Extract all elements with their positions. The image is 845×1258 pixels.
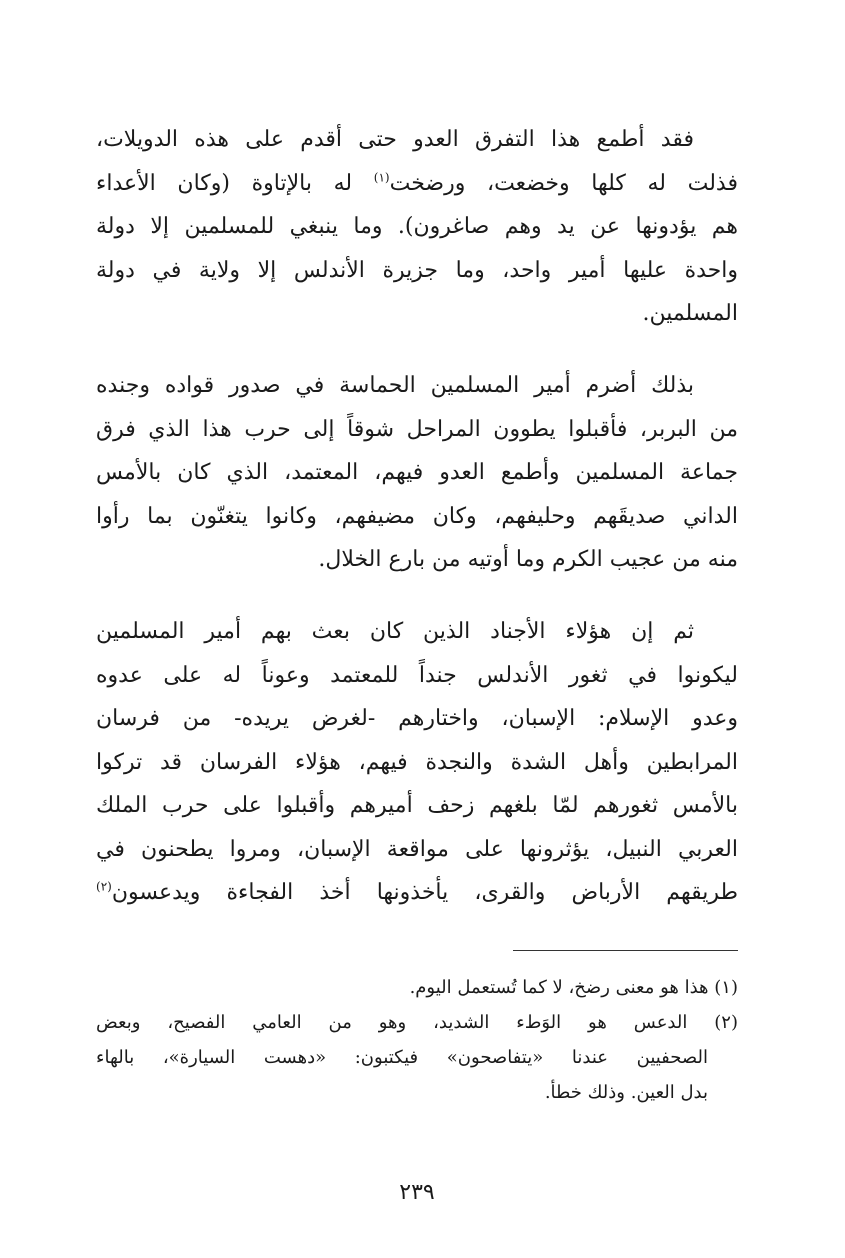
footnote-line: الصحفيين عندنا «يتفاصحون» فيكتبون: «دهست السيارة»، بالهاء (96, 1047, 708, 1068)
footnote-1 (96, 970, 738, 1005)
footnote-line: (٢) الدعس هو الوَطء الشديد، وهو من العامي الفصيح، وبعض (96, 1012, 738, 1033)
paragraph-line: هم يؤدونها عن يد وهم صاغرون). وما ينبغي للمسلمين إلا دولة (96, 214, 738, 239)
paragraph-line: المسلمين. (642, 301, 738, 326)
footnote-line: (١) هذا هو معنى رضخ، لا كما تُستعمل اليوم. (409, 977, 738, 998)
paragraph-line: ليكونوا في ثغور الأندلس جنداً للمعتمد وعوناً له على عدوه (96, 662, 738, 688)
footnote-ref-2[interactable]: (٢) (96, 879, 112, 894)
body-paragraph-3 (96, 610, 738, 915)
paragraph-line: المرابطين وأهل الشدة والنجدة فيهم، هؤلاء الفرسان قد تركوا (96, 749, 738, 775)
footnotes (96, 970, 738, 1110)
paragraph-line: منه من عجيب الكرم وما أوتيه من بارع الخلال. (318, 547, 738, 572)
footnote-line: بدل العين. وذلك خطأ. (544, 1082, 708, 1103)
footnote-ref-1[interactable]: (١) (373, 170, 390, 185)
book-page (96, 110, 738, 1240)
paragraph-line: العربي النبيل، يؤثرونها على مواقعة الإسبان، ومروا يطحنون في (96, 836, 738, 862)
paragraph-line: بالأمس ثغورهم لمّا بلغهم زحف أميرهم وأقبلوا على حرب الملك (96, 793, 738, 818)
paragraph-line: الداني صديقَهم وحليفهم، وكان مضيفهم، وكانوا يتغنّون بما رأوا (96, 503, 738, 529)
paragraph-line: بذلك أضرم أمير المسلمين الحماسة في صدور قواده وجنده (96, 373, 694, 398)
line-text: له بالإتاوة (وكان الأعداء (96, 170, 374, 196)
footnote-2 (96, 1005, 738, 1110)
body-paragraph-2 (96, 364, 738, 582)
line-text: فذلت له كلها وخضعت، ورضخت (389, 170, 738, 196)
page-number: ٢٣٩ (399, 1180, 435, 1205)
paragraph-line: من البربر، فأقبلوا يطوون المراحل شوقاً إلى حرب هذا الذي فرق (96, 416, 738, 442)
paragraph-line: جماعة المسلمين وأطمع العدو فيهم، المعتمد، الذي كان بالأمس (96, 460, 738, 485)
footnote-separator (513, 950, 738, 951)
paragraph-line: فقد أطمع هذا التفرق العدو حتى أقدم على هذه الدويلات، (96, 127, 694, 152)
paragraph-line: وعدو الإسلام: الإسبان، واختارهم -لغرض يريده- من فرسان (96, 706, 738, 731)
paragraph-line: واحدة عليها أمير واحد، وما جزيرة الأندلس إلا ولاية في دولة (96, 257, 738, 283)
paragraph-line (96, 162, 738, 206)
paragraph-line (96, 871, 738, 915)
line-text: طريقهم الأرباض والقرى، يأخذونها أخذ الفجاءة ويدعسون (111, 880, 738, 905)
body-paragraph-1 (96, 118, 738, 336)
paragraph-line: ثم إن هؤلاء الأجناد الذين كان بعث بهم أمير المسلمين (96, 619, 694, 644)
